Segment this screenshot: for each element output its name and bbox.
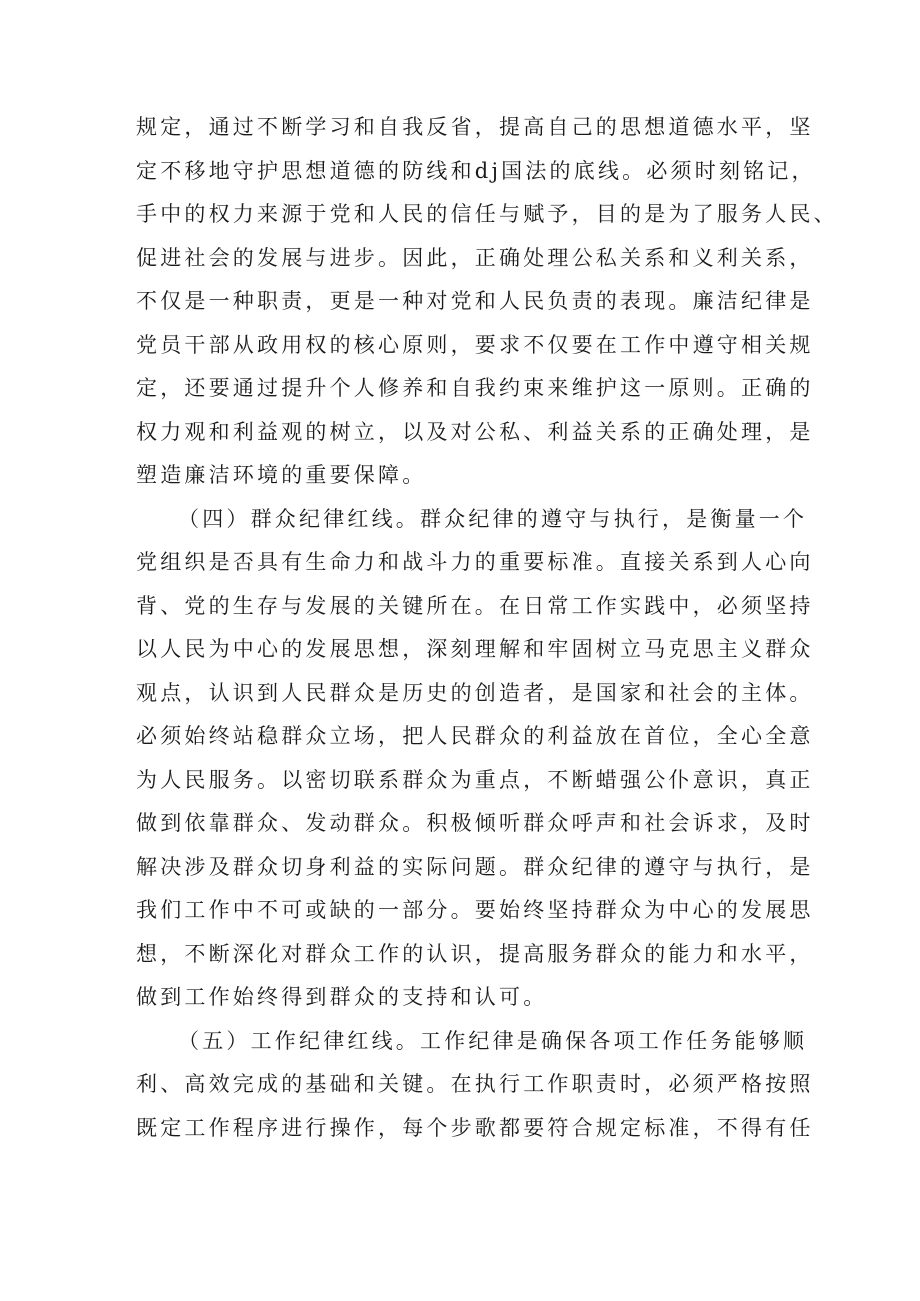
text-line: 规定，通过不断学习和自我反省，提高自己的思想道德水平，坚 <box>136 115 814 139</box>
text-line: 做到依靠群众、发动群众。积极倾听群众呼声和社会诉求，及时 <box>136 811 814 835</box>
text-line: 党组织是否具有生命力和战斗力的重要标准。直接关系到人心向 <box>136 550 814 574</box>
text-line: 定，还要通过提升个人修养和自我约束来维护这一原则。正确的 <box>136 376 814 400</box>
text-line: 促进社会的发展与进步。因此，正确处理公私关系和义利关系， <box>136 245 814 270</box>
text-line: 党员干部从政用权的核心原则，要求不仅要在工作中遵守相关规 <box>136 332 814 357</box>
section-heading-line: （五）工作纪律红线。工作纪律是确保各项工作任务能够顺 <box>178 1028 808 1053</box>
text-line: 以人民为中心的发展思想，深刻理解和牢固树立马克思主义群众 <box>136 637 814 661</box>
text-line: 既定工作程序进行操作，每个步歌都要符合规定标准，不得有任 <box>136 1115 814 1140</box>
text-line: 不仅是一种职责，更是一种对党和人民负责的表现。廉洁纪律是 <box>136 289 814 313</box>
text-line: 权力观和利益观的树立，以及对公私、利益关系的正确处理，是 <box>136 419 814 444</box>
text-line: 观点，认识到人民群众是历史的创造者，是国家和社会的主体。 <box>136 680 814 705</box>
text-line: 塑造廉洁环境的重要保障。 <box>136 463 427 487</box>
text-line: 手中的权力来源于党和人民的信任与赋予，目的是为了服务人民、 <box>136 202 838 226</box>
text-line: 定不移地守护思想道德的防线和dj国法的底线。必须时刻铭记， <box>136 158 816 183</box>
text-line: 做到工作始终得到群众的支持和认可。 <box>136 985 548 1009</box>
text-line: 解决涉及群众切身利益的实际问题。群众纪律的遵守与执行，是 <box>136 854 814 879</box>
text-line: 背、党的生存与发展的关键所在。在日常工作实践中，必须坚持 <box>136 593 814 618</box>
text-line: 为人民服务。以密切联系群众为重点，不断蜡强公仆意识，真正 <box>136 767 814 792</box>
text-line: 必须始终站稳群众立场，把人民群众的利益放在首位，全心全意 <box>136 724 814 748</box>
body-text <box>136 106 838 1150</box>
section-heading-line: （四）群众纪律红线。群众纪律的遵守与执行，是衡量一个 <box>178 506 808 531</box>
text-line: 我们工作中不可或缺的一部分。要始终坚持群众为中心的发展思 <box>136 898 814 922</box>
text-line: 利、高效完成的基础和关键。在执行工作职责时，必须严格按照 <box>136 1072 814 1096</box>
text-line: 想，不断深化对群众工作的认识，提高服务群众的能力和水平， <box>136 941 814 966</box>
